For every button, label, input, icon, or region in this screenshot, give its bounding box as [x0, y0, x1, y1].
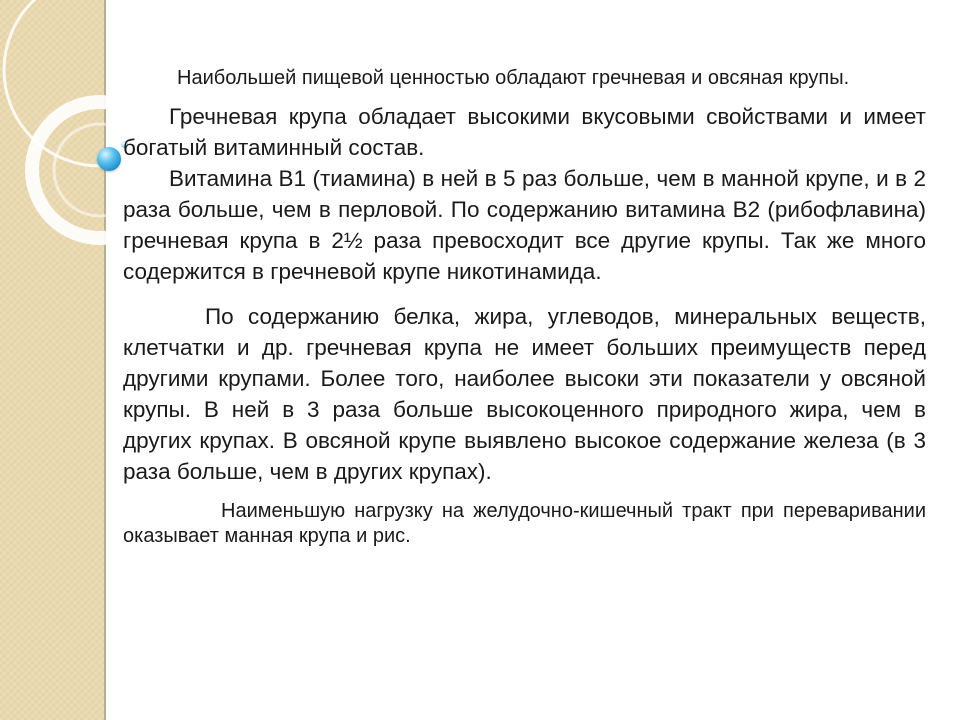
- blue-sphere-icon: [97, 147, 121, 171]
- slide-text-body: [123, 66, 926, 549]
- paragraph-oat-nutrients: По содержанию белка, жира, углеводов, минеральных веществ, клетчатки и др. гречневая крупа не имеет больших преимуществ перед другими крупами. Более того, наиболее высоки эти показатели у овсяной крупы. В ней в 3 раза больше высокоценного природного жира, чем в других крупах. В овсяной крупе выявлено высокое содержание железа (в 3 раза больше, чем в других крупах).: [123, 304, 926, 484]
- paragraph-buckwheat-vitamins: Витамина В1 (тиамина) в ней в 5 раз больше, чем в манной крупе, и в 2 раза больше, чем в перловой. По содержанию витамина В2 (рибофлавина) гречневая крупа в 2½ раза превосходит все другие крупы. Так же много содержится в гречневой крупе никотинамида.: [123, 166, 926, 284]
- paragraph-digestion: Наименьшую нагрузку на желудочно-кишечный тракт при переваривании оказывает манная крупа и рис.: [123, 500, 926, 547]
- paragraph-buckwheat-taste: Гречневая крупа обладает высокими вкусовыми свойствами и имеет богатый витаминный состав.: [123, 104, 926, 160]
- paragraph-intro: Наибольшей пищевой ценностью обладают гречневая и овсяная крупы.: [177, 67, 850, 89]
